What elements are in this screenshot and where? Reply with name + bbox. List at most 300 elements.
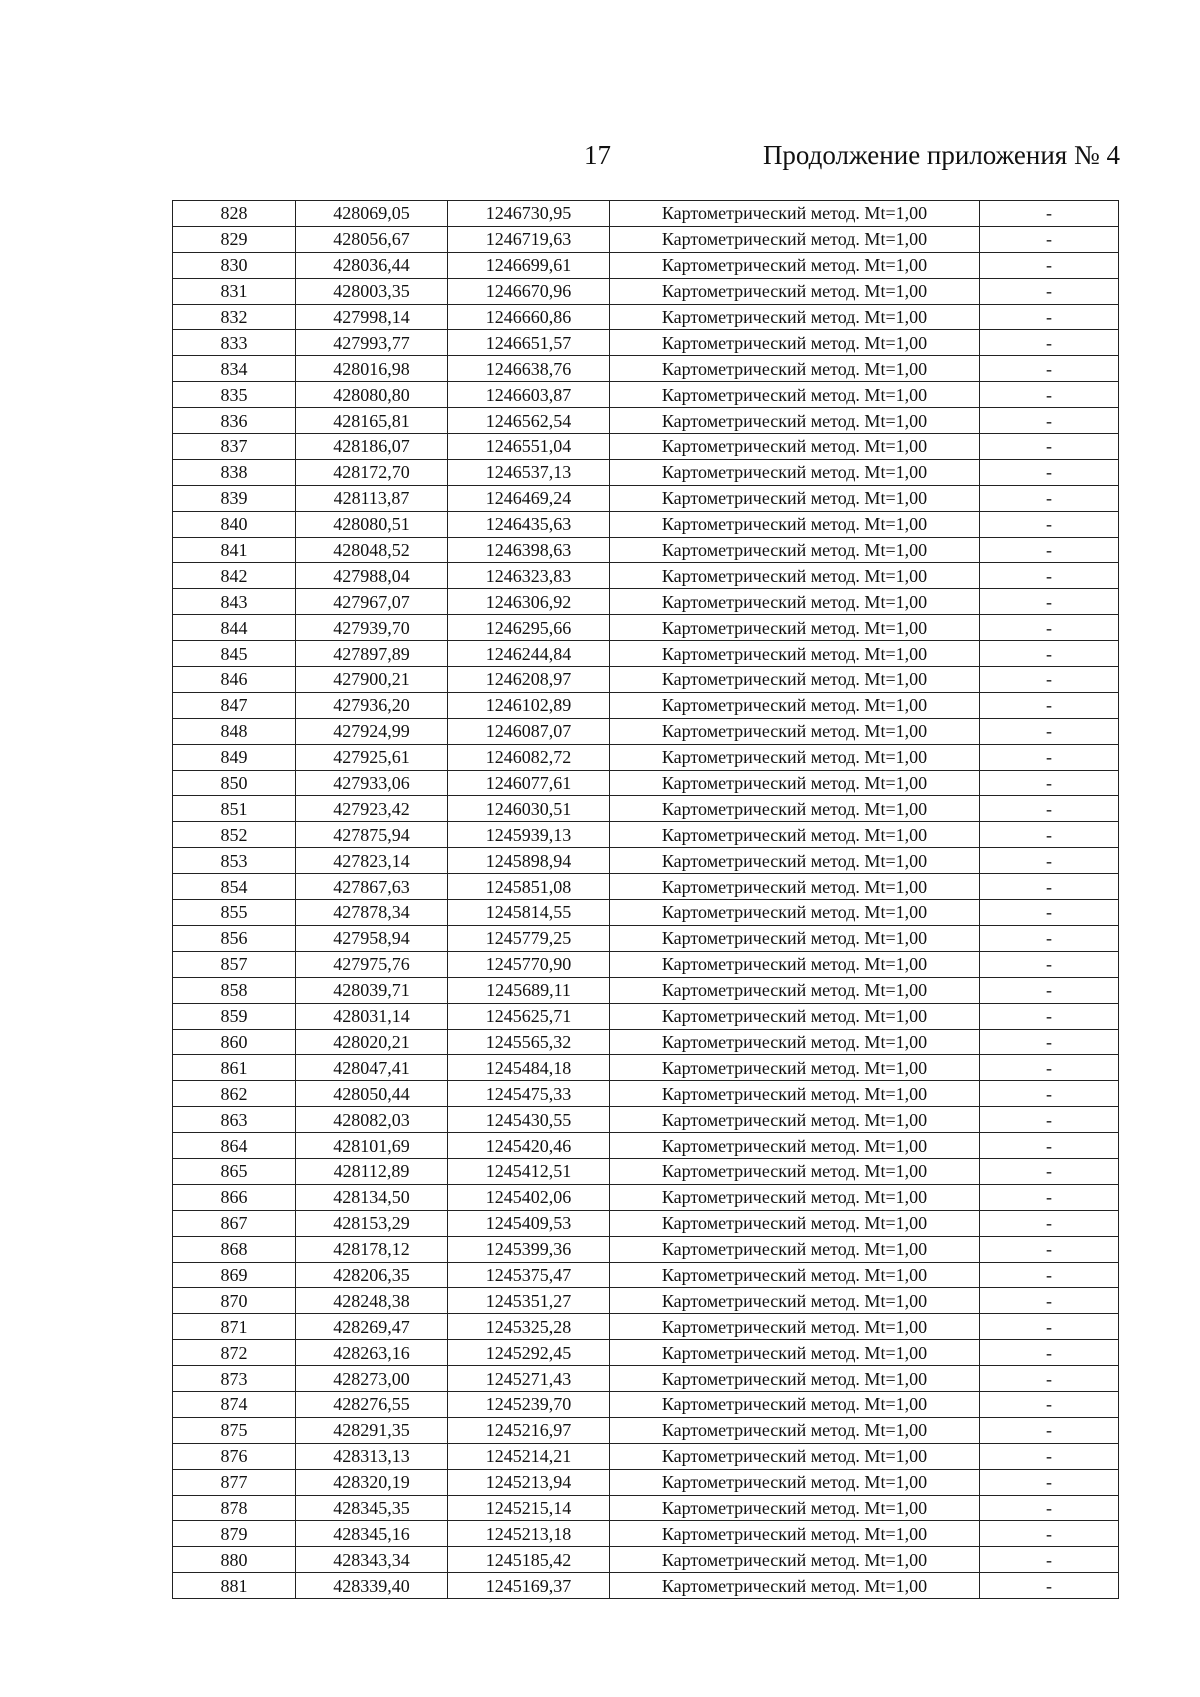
x-coordinate-cell: 428016,98	[296, 356, 448, 382]
note-cell: -	[980, 226, 1119, 252]
y-coordinate-cell: 1245402,06	[448, 1184, 610, 1210]
x-coordinate-cell: 428047,41	[296, 1055, 448, 1081]
y-coordinate-cell: 1246435,63	[448, 511, 610, 537]
x-coordinate-cell: 428313,13	[296, 1443, 448, 1469]
point-number-cell: 867	[173, 1210, 296, 1236]
table-row	[173, 1158, 1119, 1184]
y-coordinate-cell: 1246244,84	[448, 641, 610, 667]
y-coordinate-cell: 1245213,94	[448, 1469, 610, 1495]
x-coordinate-cell: 428345,35	[296, 1495, 448, 1521]
note-cell: -	[980, 1573, 1119, 1599]
x-coordinate-cell: 428153,29	[296, 1210, 448, 1236]
table-row	[173, 1443, 1119, 1469]
point-number-cell: 878	[173, 1495, 296, 1521]
note-cell: -	[980, 692, 1119, 718]
x-coordinate-cell: 427875,94	[296, 822, 448, 848]
y-coordinate-cell: 1246562,54	[448, 408, 610, 434]
note-cell: -	[980, 874, 1119, 900]
method-cell: Картометрический метод. Mt=1,00	[610, 951, 980, 977]
point-number-cell: 835	[173, 382, 296, 408]
note-cell: -	[980, 330, 1119, 356]
point-number-cell: 846	[173, 667, 296, 693]
x-coordinate-cell: 427925,61	[296, 744, 448, 770]
method-cell: Картометрический метод. Mt=1,00	[610, 1184, 980, 1210]
table-row	[173, 563, 1119, 589]
point-number-cell: 866	[173, 1184, 296, 1210]
y-coordinate-cell: 1245779,25	[448, 925, 610, 951]
method-cell: Картометрический метод. Mt=1,00	[610, 1236, 980, 1262]
method-cell: Картометрический метод. Mt=1,00	[610, 330, 980, 356]
note-cell: -	[980, 1055, 1119, 1081]
y-coordinate-cell: 1246670,96	[448, 278, 610, 304]
x-coordinate-cell: 428345,16	[296, 1521, 448, 1547]
point-number-cell: 852	[173, 822, 296, 848]
point-number-cell: 854	[173, 874, 296, 900]
x-coordinate-cell: 428003,35	[296, 278, 448, 304]
table-row	[173, 226, 1119, 252]
note-cell: -	[980, 1262, 1119, 1288]
x-coordinate-cell: 427897,89	[296, 641, 448, 667]
note-cell: -	[980, 822, 1119, 848]
point-number-cell: 875	[173, 1417, 296, 1443]
method-cell: Картометрический метод. Mt=1,00	[610, 1573, 980, 1599]
y-coordinate-cell: 1245215,14	[448, 1495, 610, 1521]
method-cell: Картометрический метод. Mt=1,00	[610, 1262, 980, 1288]
x-coordinate-cell: 428056,67	[296, 226, 448, 252]
table-row	[173, 744, 1119, 770]
y-coordinate-cell: 1245898,94	[448, 848, 610, 874]
note-cell: -	[980, 667, 1119, 693]
table-row	[173, 434, 1119, 460]
table-row	[173, 1055, 1119, 1081]
point-number-cell: 847	[173, 692, 296, 718]
y-coordinate-cell: 1245689,11	[448, 977, 610, 1003]
note-cell: -	[980, 563, 1119, 589]
table-row	[173, 589, 1119, 615]
table-row	[173, 692, 1119, 718]
point-number-cell: 829	[173, 226, 296, 252]
y-coordinate-cell: 1245625,71	[448, 1003, 610, 1029]
point-number-cell: 831	[173, 278, 296, 304]
point-number-cell: 864	[173, 1133, 296, 1159]
table-row	[173, 356, 1119, 382]
note-cell: -	[980, 434, 1119, 460]
x-coordinate-cell: 427993,77	[296, 330, 448, 356]
method-cell: Картометрический метод. Mt=1,00	[610, 1391, 980, 1417]
y-coordinate-cell: 1246719,63	[448, 226, 610, 252]
y-coordinate-cell: 1245185,42	[448, 1547, 610, 1573]
coordinates-table	[172, 200, 1119, 1599]
table-row	[173, 1521, 1119, 1547]
y-coordinate-cell: 1246537,13	[448, 459, 610, 485]
method-cell: Картометрический метод. Mt=1,00	[610, 408, 980, 434]
y-coordinate-cell: 1246469,24	[448, 485, 610, 511]
x-coordinate-cell: 427878,34	[296, 900, 448, 926]
method-cell: Картометрический метод. Mt=1,00	[610, 537, 980, 563]
x-coordinate-cell: 428082,03	[296, 1107, 448, 1133]
y-coordinate-cell: 1246730,95	[448, 201, 610, 227]
method-cell: Картометрический метод. Mt=1,00	[610, 1314, 980, 1340]
point-number-cell: 856	[173, 925, 296, 951]
note-cell: -	[980, 744, 1119, 770]
note-cell: -	[980, 951, 1119, 977]
x-coordinate-cell: 428343,34	[296, 1547, 448, 1573]
table-row	[173, 1340, 1119, 1366]
y-coordinate-cell: 1245292,45	[448, 1340, 610, 1366]
method-cell: Картометрический метод. Mt=1,00	[610, 1366, 980, 1392]
point-number-cell: 853	[173, 848, 296, 874]
point-number-cell: 834	[173, 356, 296, 382]
note-cell: -	[980, 511, 1119, 537]
x-coordinate-cell: 428020,21	[296, 1029, 448, 1055]
note-cell: -	[980, 1366, 1119, 1392]
note-cell: -	[980, 615, 1119, 641]
y-coordinate-cell: 1245430,55	[448, 1107, 610, 1133]
note-cell: -	[980, 589, 1119, 615]
table-row	[173, 718, 1119, 744]
note-cell: -	[980, 304, 1119, 330]
method-cell: Картометрический метод. Mt=1,00	[610, 822, 980, 848]
table-row	[173, 511, 1119, 537]
y-coordinate-cell: 1245169,37	[448, 1573, 610, 1599]
point-number-cell: 863	[173, 1107, 296, 1133]
point-number-cell: 851	[173, 796, 296, 822]
x-coordinate-cell: 427958,94	[296, 925, 448, 951]
table-row	[173, 252, 1119, 278]
point-number-cell: 836	[173, 408, 296, 434]
y-coordinate-cell: 1246699,61	[448, 252, 610, 278]
table-row	[173, 1288, 1119, 1314]
note-cell: -	[980, 1158, 1119, 1184]
method-cell: Картометрический метод. Mt=1,00	[610, 511, 980, 537]
point-number-cell: 879	[173, 1521, 296, 1547]
method-cell: Картометрический метод. Mt=1,00	[610, 1133, 980, 1159]
x-coordinate-cell: 427823,14	[296, 848, 448, 874]
y-coordinate-cell: 1246323,83	[448, 563, 610, 589]
point-number-cell: 850	[173, 770, 296, 796]
note-cell: -	[980, 537, 1119, 563]
table-row	[173, 1081, 1119, 1107]
note-cell: -	[980, 278, 1119, 304]
x-coordinate-cell: 428039,71	[296, 977, 448, 1003]
y-coordinate-cell: 1245271,43	[448, 1366, 610, 1392]
table-row	[173, 1029, 1119, 1055]
y-coordinate-cell: 1246087,07	[448, 718, 610, 744]
table-row	[173, 1003, 1119, 1029]
method-cell: Картометрический метод. Mt=1,00	[610, 356, 980, 382]
page-number: 17	[584, 140, 611, 170]
x-coordinate-cell: 428276,55	[296, 1391, 448, 1417]
point-number-cell: 881	[173, 1573, 296, 1599]
table-row	[173, 1314, 1119, 1340]
note-cell: -	[980, 1029, 1119, 1055]
y-coordinate-cell: 1245325,28	[448, 1314, 610, 1340]
method-cell: Картометрический метод. Mt=1,00	[610, 1417, 980, 1443]
y-coordinate-cell: 1246102,89	[448, 692, 610, 718]
note-cell: -	[980, 382, 1119, 408]
y-coordinate-cell: 1246660,86	[448, 304, 610, 330]
method-cell: Картометрический метод. Mt=1,00	[610, 1495, 980, 1521]
table-row	[173, 201, 1119, 227]
x-coordinate-cell: 427923,42	[296, 796, 448, 822]
table-row	[173, 667, 1119, 693]
note-cell: -	[980, 796, 1119, 822]
x-coordinate-cell: 428112,89	[296, 1158, 448, 1184]
point-number-cell: 845	[173, 641, 296, 667]
point-number-cell: 868	[173, 1236, 296, 1262]
point-number-cell: 842	[173, 563, 296, 589]
note-cell: -	[980, 459, 1119, 485]
point-number-cell: 869	[173, 1262, 296, 1288]
method-cell: Картометрический метод. Mt=1,00	[610, 252, 980, 278]
method-cell: Картометрический метод. Mt=1,00	[610, 1443, 980, 1469]
point-number-cell: 860	[173, 1029, 296, 1055]
note-cell: -	[980, 1340, 1119, 1366]
table-row	[173, 408, 1119, 434]
point-number-cell: 861	[173, 1055, 296, 1081]
point-number-cell: 874	[173, 1391, 296, 1417]
note-cell: -	[980, 1210, 1119, 1236]
point-number-cell: 832	[173, 304, 296, 330]
x-coordinate-cell: 428048,52	[296, 537, 448, 563]
y-coordinate-cell: 1245420,46	[448, 1133, 610, 1159]
note-cell: -	[980, 848, 1119, 874]
x-coordinate-cell: 427988,04	[296, 563, 448, 589]
point-number-cell: 833	[173, 330, 296, 356]
table-row	[173, 1236, 1119, 1262]
table-row	[173, 1391, 1119, 1417]
method-cell: Картометрический метод. Mt=1,00	[610, 563, 980, 589]
y-coordinate-cell: 1246638,76	[448, 356, 610, 382]
point-number-cell: 843	[173, 589, 296, 615]
note-cell: -	[980, 925, 1119, 951]
point-number-cell: 858	[173, 977, 296, 1003]
point-number-cell: 855	[173, 900, 296, 926]
note-cell: -	[980, 1236, 1119, 1262]
point-number-cell: 830	[173, 252, 296, 278]
y-coordinate-cell: 1246398,63	[448, 537, 610, 563]
table-row	[173, 796, 1119, 822]
method-cell: Картометрический метод. Mt=1,00	[610, 1547, 980, 1573]
table-row	[173, 278, 1119, 304]
table-row	[173, 822, 1119, 848]
note-cell: -	[980, 201, 1119, 227]
point-number-cell: 828	[173, 201, 296, 227]
note-cell: -	[980, 1184, 1119, 1210]
x-coordinate-cell: 428248,38	[296, 1288, 448, 1314]
y-coordinate-cell: 1245239,70	[448, 1391, 610, 1417]
method-cell: Картометрический метод. Mt=1,00	[610, 201, 980, 227]
coordinates-table-body	[173, 201, 1119, 1599]
method-cell: Картометрический метод. Mt=1,00	[610, 434, 980, 460]
note-cell: -	[980, 1081, 1119, 1107]
note-cell: -	[980, 1288, 1119, 1314]
method-cell: Картометрический метод. Mt=1,00	[610, 718, 980, 744]
x-coordinate-cell: 428291,35	[296, 1417, 448, 1443]
table-row	[173, 459, 1119, 485]
method-cell: Картометрический метод. Mt=1,00	[610, 744, 980, 770]
y-coordinate-cell: 1245851,08	[448, 874, 610, 900]
point-number-cell: 862	[173, 1081, 296, 1107]
x-coordinate-cell: 427975,76	[296, 951, 448, 977]
y-coordinate-cell: 1246208,97	[448, 667, 610, 693]
point-number-cell: 838	[173, 459, 296, 485]
x-coordinate-cell: 427998,14	[296, 304, 448, 330]
method-cell: Картометрический метод. Mt=1,00	[610, 304, 980, 330]
table-row	[173, 1133, 1119, 1159]
x-coordinate-cell: 428320,19	[296, 1469, 448, 1495]
table-row	[173, 1210, 1119, 1236]
note-cell: -	[980, 356, 1119, 382]
method-cell: Картометрический метод. Mt=1,00	[610, 1340, 980, 1366]
x-coordinate-cell: 428080,80	[296, 382, 448, 408]
table-row	[173, 874, 1119, 900]
point-number-cell: 839	[173, 485, 296, 511]
y-coordinate-cell: 1245475,33	[448, 1081, 610, 1107]
note-cell: -	[980, 1495, 1119, 1521]
x-coordinate-cell: 428273,00	[296, 1366, 448, 1392]
point-number-cell: 873	[173, 1366, 296, 1392]
x-coordinate-cell: 427867,63	[296, 874, 448, 900]
note-cell: -	[980, 1417, 1119, 1443]
note-cell: -	[980, 1391, 1119, 1417]
method-cell: Картометрический метод. Mt=1,00	[610, 641, 980, 667]
x-coordinate-cell: 428172,70	[296, 459, 448, 485]
y-coordinate-cell: 1245409,53	[448, 1210, 610, 1236]
point-number-cell: 841	[173, 537, 296, 563]
note-cell: -	[980, 1107, 1119, 1133]
table-row	[173, 1184, 1119, 1210]
y-coordinate-cell: 1245565,32	[448, 1029, 610, 1055]
table-row	[173, 1469, 1119, 1495]
y-coordinate-cell: 1246082,72	[448, 744, 610, 770]
method-cell: Картометрический метод. Mt=1,00	[610, 615, 980, 641]
x-coordinate-cell: 428069,05	[296, 201, 448, 227]
note-cell: -	[980, 641, 1119, 667]
method-cell: Картометрический метод. Mt=1,00	[610, 1288, 980, 1314]
point-number-cell: 880	[173, 1547, 296, 1573]
table-row	[173, 382, 1119, 408]
note-cell: -	[980, 1003, 1119, 1029]
x-coordinate-cell: 427939,70	[296, 615, 448, 641]
method-cell: Картометрический метод. Mt=1,00	[610, 382, 980, 408]
x-coordinate-cell: 428269,47	[296, 1314, 448, 1340]
point-number-cell: 876	[173, 1443, 296, 1469]
table-row	[173, 1262, 1119, 1288]
x-coordinate-cell: 428113,87	[296, 485, 448, 511]
y-coordinate-cell: 1245412,51	[448, 1158, 610, 1184]
method-cell: Картометрический метод. Mt=1,00	[610, 278, 980, 304]
point-number-cell: 865	[173, 1158, 296, 1184]
method-cell: Картометрический метод. Mt=1,00	[610, 1055, 980, 1081]
table-row	[173, 951, 1119, 977]
point-number-cell: 844	[173, 615, 296, 641]
method-cell: Картометрический метод. Mt=1,00	[610, 925, 980, 951]
table-row	[173, 304, 1119, 330]
note-cell: -	[980, 1314, 1119, 1340]
method-cell: Картометрический метод. Mt=1,00	[610, 770, 980, 796]
y-coordinate-cell: 1246306,92	[448, 589, 610, 615]
note-cell: -	[980, 1547, 1119, 1573]
table-row	[173, 1417, 1119, 1443]
point-number-cell: 837	[173, 434, 296, 460]
table-row	[173, 977, 1119, 1003]
x-coordinate-cell: 428339,40	[296, 1573, 448, 1599]
table-row	[173, 848, 1119, 874]
point-number-cell: 849	[173, 744, 296, 770]
note-cell: -	[980, 718, 1119, 744]
x-coordinate-cell: 428263,16	[296, 1340, 448, 1366]
x-coordinate-cell: 428080,51	[296, 511, 448, 537]
method-cell: Картометрический метод. Mt=1,00	[610, 1521, 980, 1547]
y-coordinate-cell: 1245814,55	[448, 900, 610, 926]
method-cell: Картометрический метод. Mt=1,00	[610, 1081, 980, 1107]
point-number-cell: 870	[173, 1288, 296, 1314]
method-cell: Картометрический метод. Mt=1,00	[610, 874, 980, 900]
point-number-cell: 872	[173, 1340, 296, 1366]
page-caption: Продолжение приложения № 4	[762, 140, 1120, 170]
table-row	[173, 770, 1119, 796]
x-coordinate-cell: 428031,14	[296, 1003, 448, 1029]
method-cell: Картометрический метод. Mt=1,00	[610, 900, 980, 926]
table-row	[173, 1547, 1119, 1573]
table-row	[173, 537, 1119, 563]
method-cell: Картометрический метод. Mt=1,00	[610, 485, 980, 511]
point-number-cell: 857	[173, 951, 296, 977]
table-row	[173, 900, 1119, 926]
y-coordinate-cell: 1246030,51	[448, 796, 610, 822]
x-coordinate-cell: 427967,07	[296, 589, 448, 615]
note-cell: -	[980, 977, 1119, 1003]
note-cell: -	[980, 1133, 1119, 1159]
y-coordinate-cell: 1246295,66	[448, 615, 610, 641]
note-cell: -	[980, 1469, 1119, 1495]
x-coordinate-cell: 428134,50	[296, 1184, 448, 1210]
table-row	[173, 330, 1119, 356]
note-cell: -	[980, 1443, 1119, 1469]
table-row	[173, 1366, 1119, 1392]
method-cell: Картометрический метод. Mt=1,00	[610, 796, 980, 822]
note-cell: -	[980, 485, 1119, 511]
method-cell: Картометрический метод. Mt=1,00	[610, 1003, 980, 1029]
x-coordinate-cell: 428165,81	[296, 408, 448, 434]
y-coordinate-cell: 1245214,21	[448, 1443, 610, 1469]
y-coordinate-cell: 1246651,57	[448, 330, 610, 356]
y-coordinate-cell: 1246603,87	[448, 382, 610, 408]
x-coordinate-cell: 428186,07	[296, 434, 448, 460]
table-row	[173, 641, 1119, 667]
method-cell: Картометрический метод. Mt=1,00	[610, 1469, 980, 1495]
method-cell: Картометрический метод. Mt=1,00	[610, 226, 980, 252]
method-cell: Картометрический метод. Mt=1,00	[610, 459, 980, 485]
x-coordinate-cell: 428178,12	[296, 1236, 448, 1262]
table-row	[173, 925, 1119, 951]
note-cell: -	[980, 408, 1119, 434]
table-row	[173, 1573, 1119, 1599]
x-coordinate-cell: 428036,44	[296, 252, 448, 278]
point-number-cell: 848	[173, 718, 296, 744]
y-coordinate-cell: 1245375,47	[448, 1262, 610, 1288]
y-coordinate-cell: 1245484,18	[448, 1055, 610, 1081]
y-coordinate-cell: 1245216,97	[448, 1417, 610, 1443]
table-row	[173, 615, 1119, 641]
method-cell: Картометрический метод. Mt=1,00	[610, 1210, 980, 1236]
method-cell: Картометрический метод. Mt=1,00	[610, 589, 980, 615]
x-coordinate-cell: 428206,35	[296, 1262, 448, 1288]
y-coordinate-cell: 1245399,36	[448, 1236, 610, 1262]
x-coordinate-cell: 427900,21	[296, 667, 448, 693]
table-row	[173, 485, 1119, 511]
